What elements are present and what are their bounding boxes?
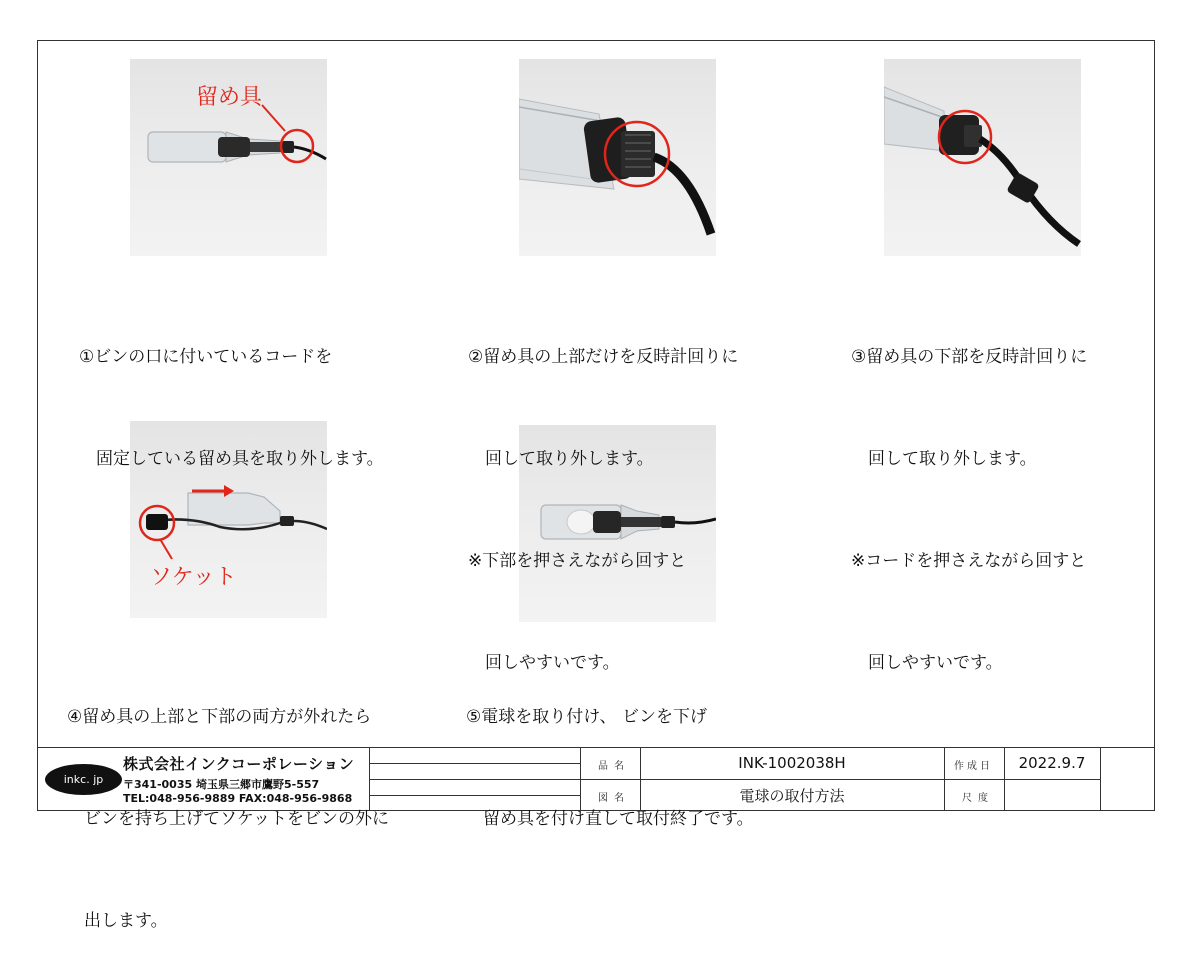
step-5-line-2: 留め具を付け直して取付終了です。 (466, 809, 754, 829)
company-logo: inkc. jp (45, 764, 122, 795)
product-value: INK-1002038H (738, 754, 846, 772)
scale-label: 尺度 (962, 793, 994, 804)
step-3-line-3: ※コードを押さえながら回すと (851, 551, 1087, 571)
step-3-line-2: 回して取り外します。 (851, 449, 1037, 469)
step-2-line-1: ②留め具の上部だけを反時計回りに (468, 347, 739, 367)
company-tel-fax: TEL:048-956-9889 FAX:048-956-9868 (123, 792, 353, 805)
step-3-line-1: ③留め具の下部を反時計回りに (851, 347, 1088, 367)
step-3-text (851, 272, 1087, 714)
date-label: 作成日 (954, 761, 993, 772)
divider (369, 779, 580, 780)
step-2-line-3: ※下部を押さえながら回すと (468, 551, 687, 571)
step-1-line-1: ①ビンの口に付いているコードを (79, 347, 333, 367)
step-4-line-3: 出します。 (67, 911, 168, 931)
product-label: 品名 (598, 761, 630, 772)
step-5-line-1: ⑤電球を取り付け、 ビンを下げ (466, 707, 707, 727)
step-2-line-4: 回しやすいです。 (468, 653, 620, 673)
photo-step-3 (884, 59, 1081, 256)
step-4-line-2: ビンを持ち上げてソケットをビンの外に (67, 809, 389, 829)
photo-step-2 (519, 59, 716, 256)
step-4-line-1: ④留め具の上部と下部の両方が外れたら (67, 707, 372, 727)
title-block (37, 747, 1155, 811)
drawing-label: 図名 (598, 793, 630, 804)
drawing-title: 電球の取付方法 (739, 787, 845, 805)
company-name: 株式会社インクコーポレーション (123, 755, 355, 773)
socket-label: ソケット (150, 565, 237, 590)
date-value: 2022.9.7 (1018, 754, 1086, 772)
divider (944, 747, 945, 811)
photo-step-1 (130, 59, 327, 256)
fastener-label: 留め具 (196, 85, 263, 110)
divider (580, 779, 1100, 780)
step-1-text (79, 272, 384, 510)
divider (369, 763, 580, 764)
divider (1100, 747, 1101, 811)
step-1-line-2: 固定している留め具を取り外します。 (79, 449, 384, 469)
step-3-line-4: 回しやすいです。 (851, 653, 1003, 673)
step-2-line-2: 回して取り外します。 (468, 449, 654, 469)
divider (369, 795, 580, 796)
company-address: 〒341-0035 埼玉県三郷市鷹野5-557 (123, 778, 320, 791)
title-block-top-border (37, 747, 1155, 748)
